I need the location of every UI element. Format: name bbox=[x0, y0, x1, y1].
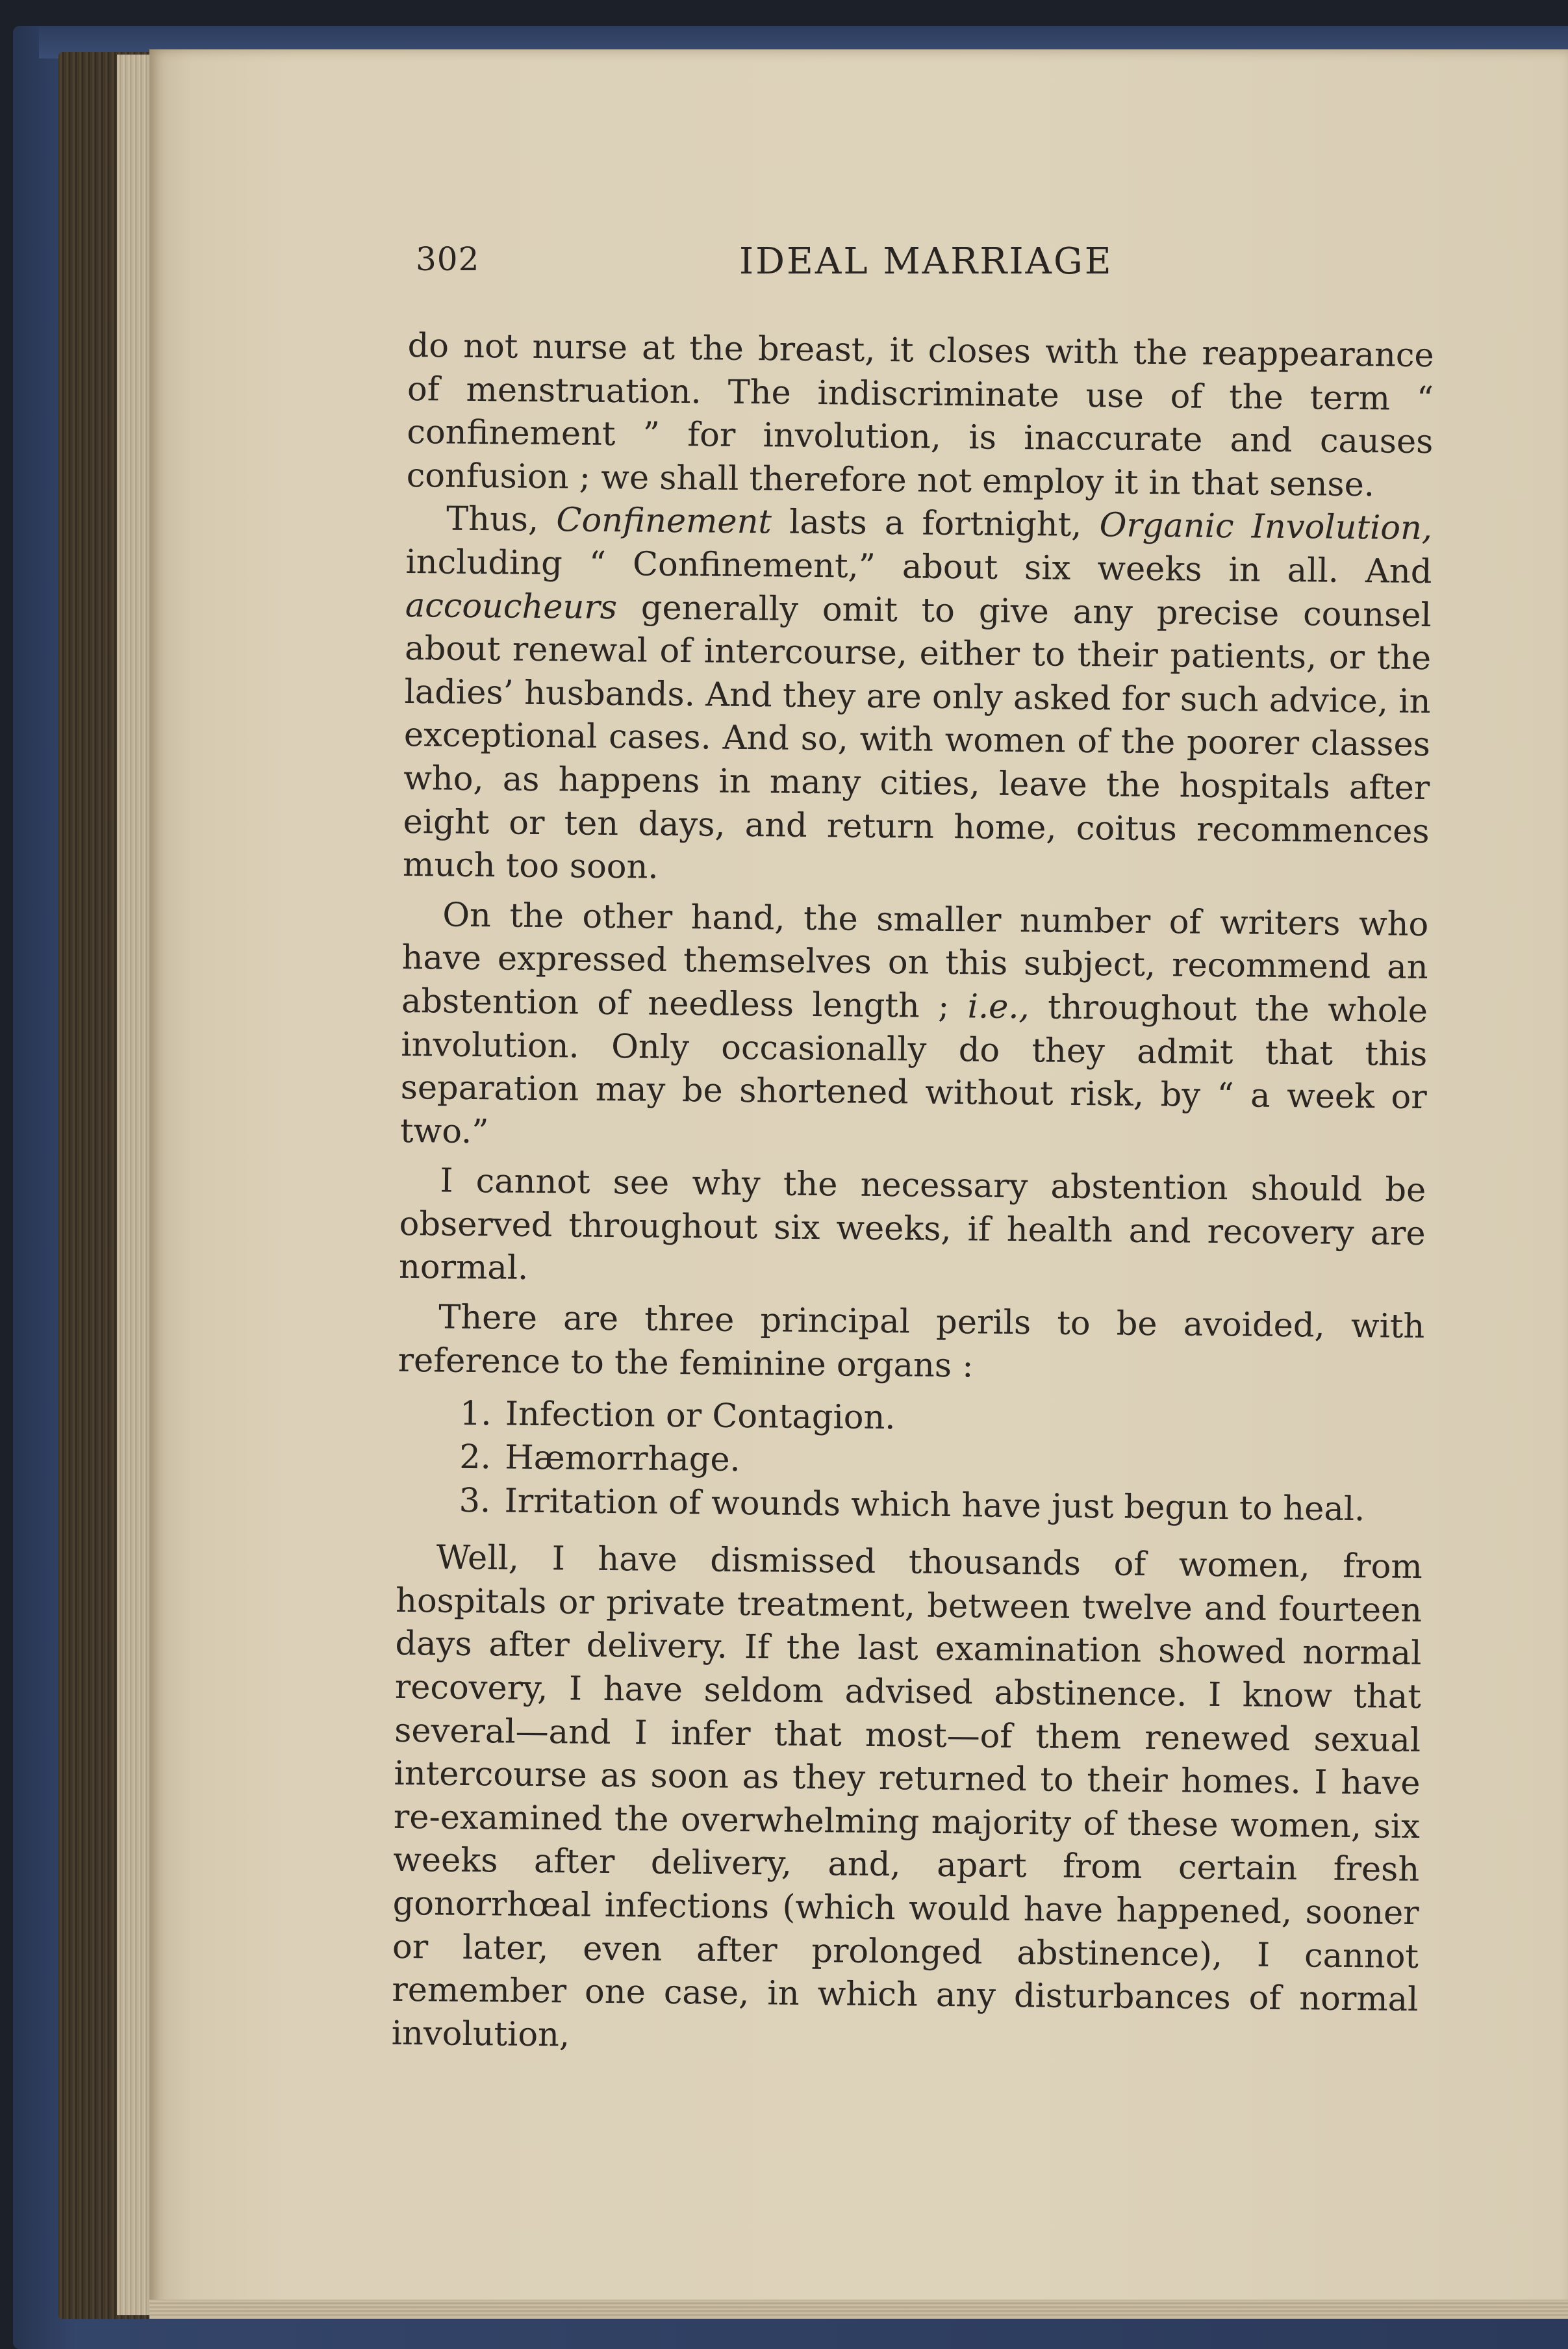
paragraph-2-text-3: including “ Confinement,” about six weeks in all. And bbox=[405, 542, 1432, 592]
paragraph-1: do not nurse at the breast, it closes with the reappearance of menstruation. The indiscriminate use of the term “ confinement ” for involution, is inaccurate and causes confusion ; we shall therefore not employ it in that sense. bbox=[406, 326, 1434, 505]
list-item-number: 1. bbox=[459, 1395, 492, 1434]
list-item bbox=[459, 1479, 1423, 1532]
list-item-text: Irritation of wounds which have just begun to heal. bbox=[504, 1482, 1365, 1529]
paragraph-5: There are three principal perils to be avoided, with reference to the feminine organs : bbox=[398, 1298, 1425, 1386]
paragraph-2-emphasis-2: Organic Involution, bbox=[1099, 506, 1433, 548]
paragraph-2-emphasis-3: accoucheurs bbox=[405, 586, 618, 627]
list-item-text: Hæmorrhage. bbox=[504, 1438, 741, 1480]
paragraph-4: I cannot see why the necessary abstention should be observed throughout six weeks, if health and recovery are normal. bbox=[398, 1162, 1426, 1288]
paragraph-2-text-2: lasts a fortnight, bbox=[771, 503, 1100, 545]
perils-list bbox=[396, 1391, 1424, 1532]
header-title: IDEAL MARRIAGE bbox=[739, 240, 1113, 283]
page-bottom-edges bbox=[149, 2300, 1568, 2319]
paragraph-2-text-4: generally omit to give any precise counsel about renewal of intercourse, either to their patients, or the ladies’ husbands. And they are only asked for such advice, in exceptional cases. And so, with women of the poorer classes who, as happens in many cities, leave the hospitals after eight or ten days, and return home, coitus recommences much too soon. bbox=[402, 588, 1432, 887]
list-item-text: Infection or Contagion. bbox=[505, 1395, 896, 1438]
paragraph-2 bbox=[403, 498, 1433, 896]
paragraph-3 bbox=[400, 894, 1429, 1163]
paragraph-3-emphasis-1: i.e., bbox=[967, 987, 1030, 1027]
paragraph-3-text-1: On the other hand, the smaller number of writers who have expressed themselves on this subject, recommend an abstention of needless length ; bbox=[401, 896, 1429, 1026]
page-number: 302 bbox=[416, 240, 480, 278]
list-item-number: 2. bbox=[459, 1438, 492, 1477]
paragraph-6: Well, I have dismissed thousands of women, from hospitals or private treatment, between twelve and fourteen days after delivery. If the last examination showed normal recovery, I have seldom advised abstinence. I know that several—and I infer that most—of them renewed sexual intercourse as soon as they returned to their homes. I have re-examined the overwhelming majority of these women, six weeks after delivery, and, apart from certain fresh gonorrhœal infections (which would have happened, sooner or later, even after prolonged abstinence), I cannot remember one case, in which any disturbances of normal involution, bbox=[391, 1538, 1423, 2055]
paragraph-2-emphasis-1: Confinement bbox=[556, 501, 772, 542]
paragraph-2-text-1: Thus, bbox=[446, 500, 557, 540]
body-text bbox=[391, 325, 1434, 2065]
paragraph-3-text-2: throughout the whole involution. Only occasionally do they admit that this separation may be shortened without risk, by “ a week or two.” bbox=[399, 988, 1428, 1151]
list-item-number: 3. bbox=[459, 1482, 491, 1521]
running-header bbox=[416, 240, 1325, 299]
